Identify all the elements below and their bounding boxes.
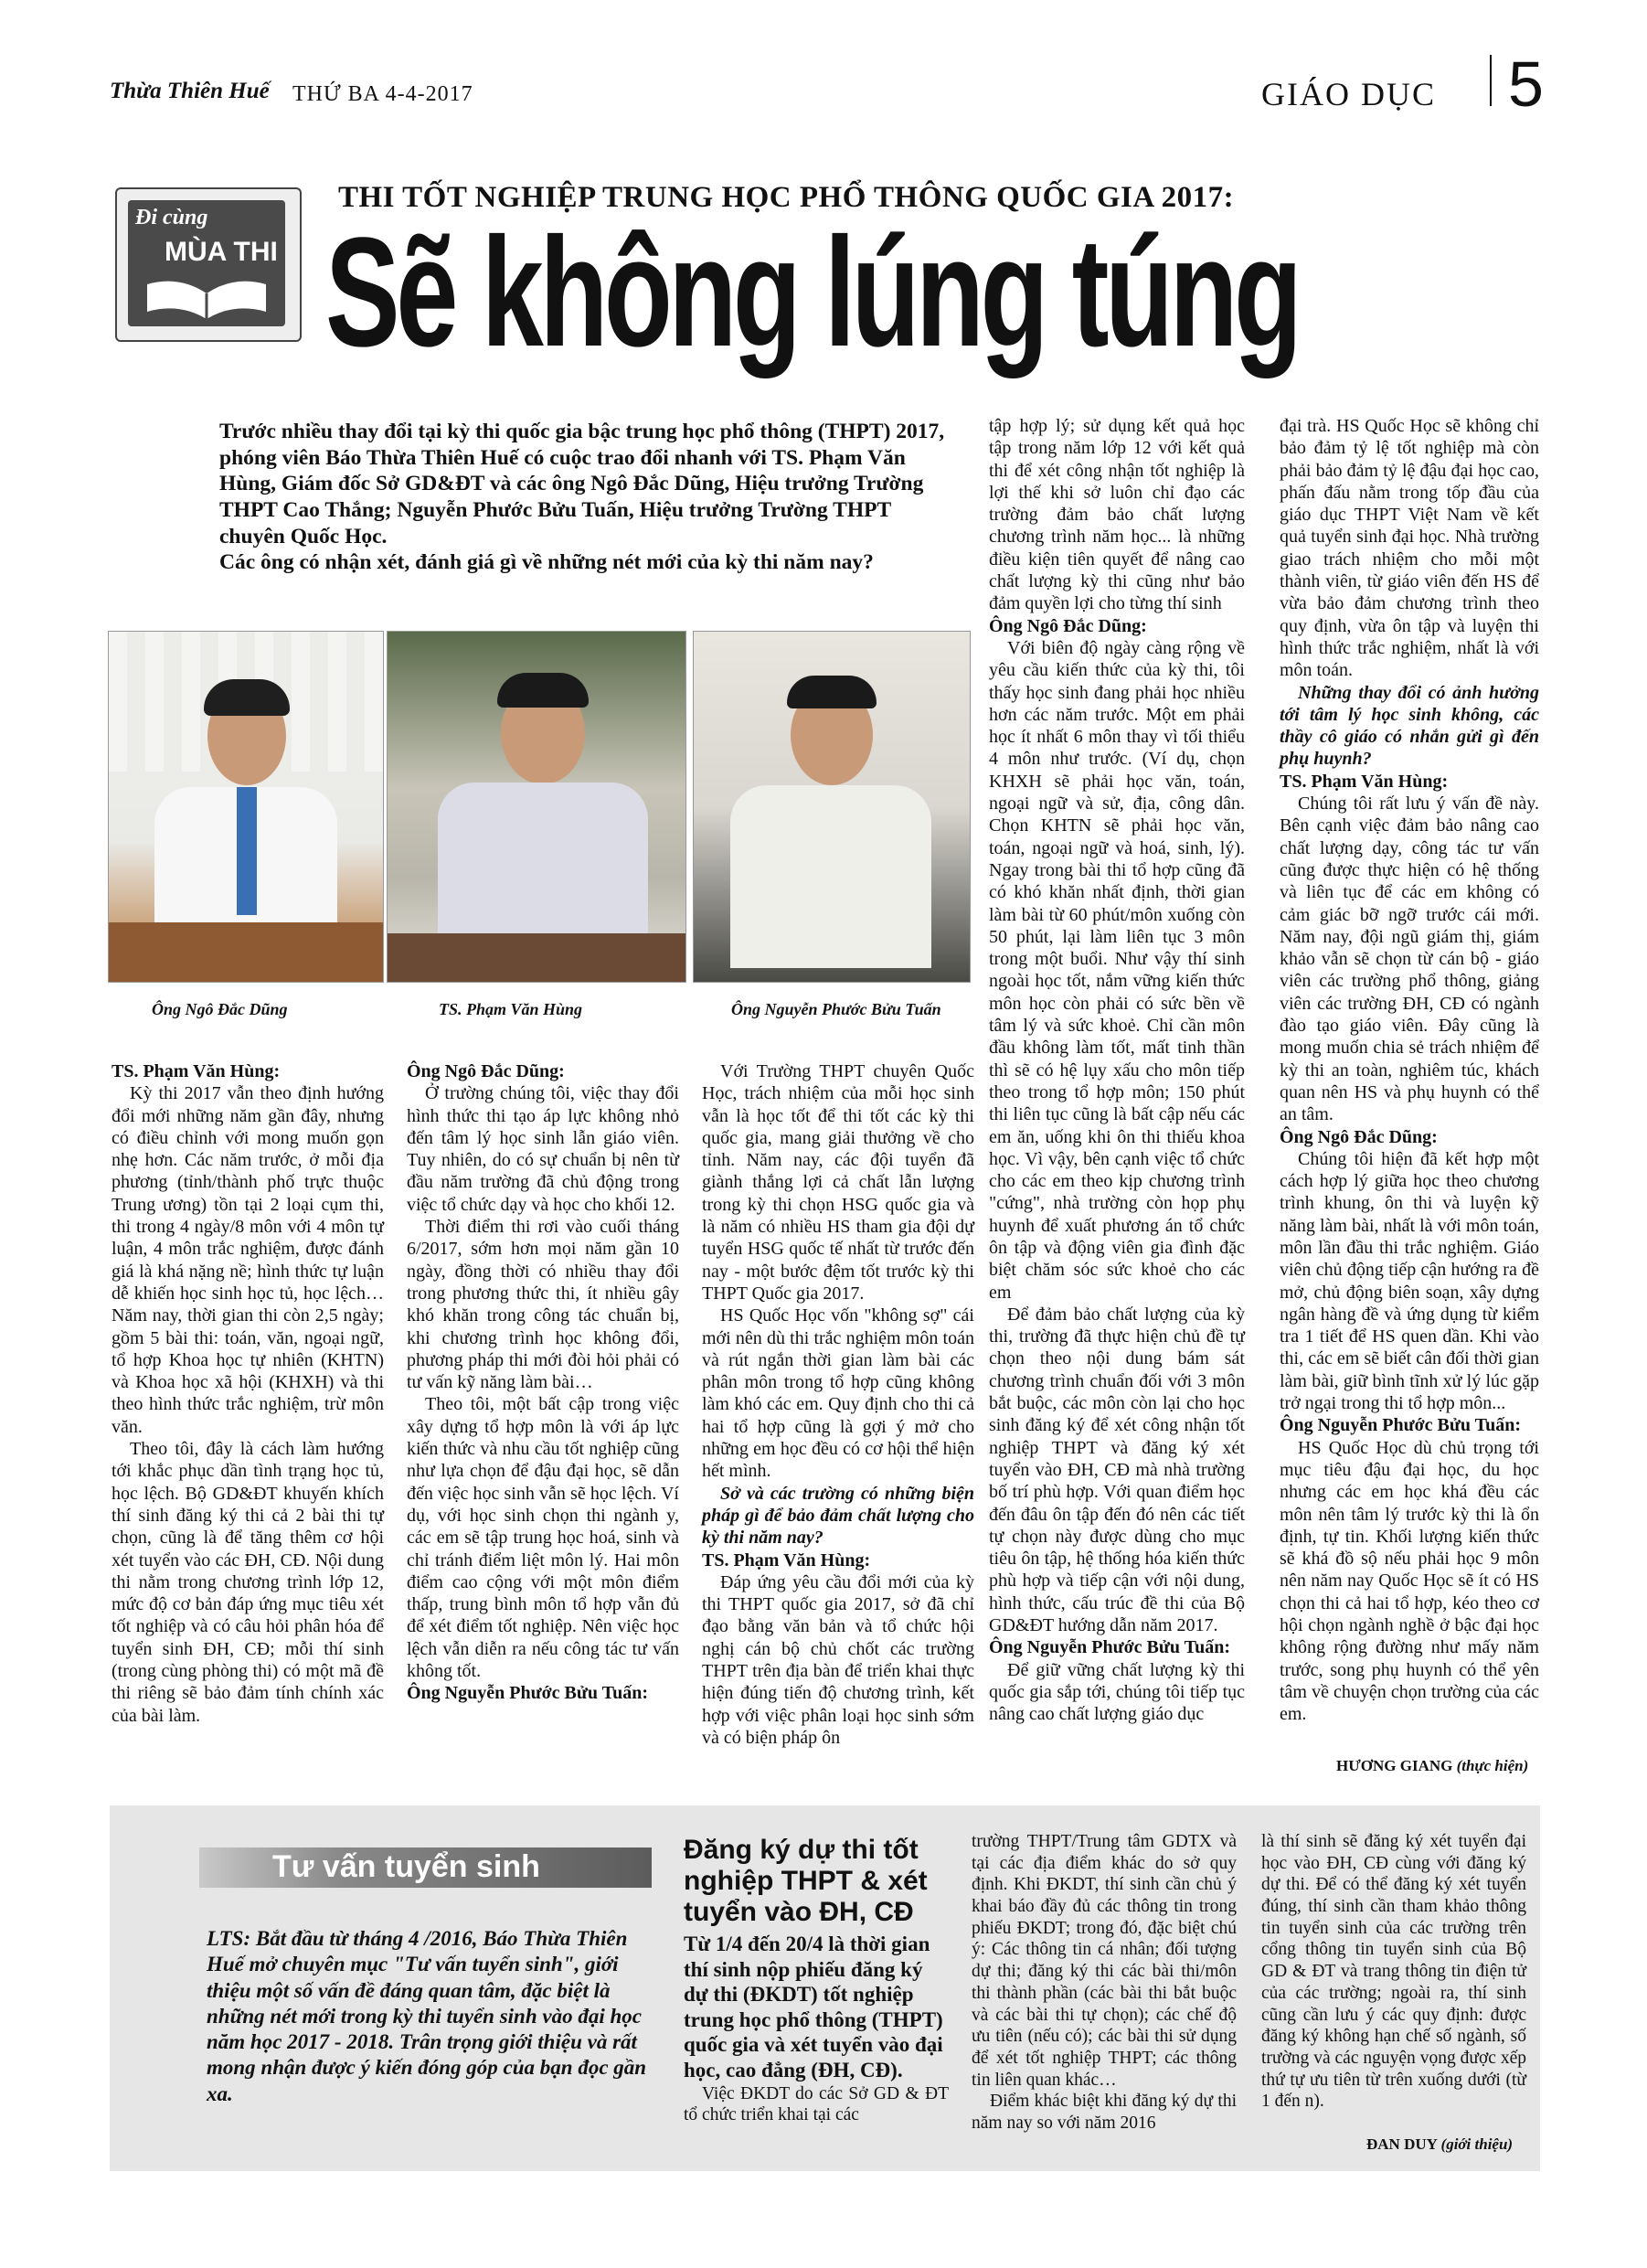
speaker-label: Ông Ngô Đắc Dũng: bbox=[407, 1061, 565, 1081]
page-number: 5 bbox=[1508, 48, 1544, 120]
column-logo bbox=[115, 187, 302, 342]
article-author: HƯƠNG GIANG bbox=[1336, 1757, 1453, 1774]
issue-date: THỨ BA 4-4-2017 bbox=[292, 82, 473, 106]
advice-section-header bbox=[199, 1847, 652, 1888]
lead-question: Các ông có nhận xét, đánh giá gì về những nét mới của kỳ thi năm nay? bbox=[219, 550, 874, 575]
speaker-label: Ông Nguyễn Phước Bửu Tuấn: bbox=[989, 1637, 1231, 1658]
photo-ngo-dac-dung bbox=[108, 631, 384, 983]
article-column-2 bbox=[407, 1060, 679, 1705]
article-headline: Sẽ không lúng túng bbox=[325, 206, 1299, 379]
advice-column-2 bbox=[972, 1831, 1237, 2135]
speaker-label: Ông Nguyễn Phước Bửu Tuấn: bbox=[407, 1683, 649, 1704]
speaker-label: TS. Phạm Văn Hùng: bbox=[112, 1061, 281, 1081]
advice-article-title: Đăng ký dự thi tốt nghiệp THPT & xét tuyển vào ĐH, CĐ bbox=[684, 1835, 928, 1928]
continued-paragraph: trường THPT/Trung tâm GDTX và tại các địa điểm khác do sở quy định. Khi ĐKDT, thí sinh cần chủ ý khai báo đầy đủ các thông tin trong phiếu ĐKDT; trong đó, đặc biệt chú ý: Các thông tin cá nhân; đối tượng dự thi; đăng ký thi các bài thi/môn thi thành phần (các bài thi bắt buộc và các bài thi tự chọn); các chế độ ưu tiên (nếu có); các bài thi sử dụng để xét tốt nghiệp THPT; các thông tin liên quan khác… bbox=[972, 1832, 1237, 2090]
photo-nguyen-phuoc-buu-tuan bbox=[693, 631, 971, 983]
open-book-icon bbox=[143, 275, 271, 321]
advice-signature bbox=[1366, 2135, 1513, 2154]
article-column-4 bbox=[989, 415, 1245, 1726]
continued-paragraph: đại trà. HS Quốc Học sẽ không chỉ bảo đảm tỷ lệ tốt nghiệp mà còn phải bảo đảm tỷ lệ đậu đại học cao, phấn đấu nằm trong tốp đầu của giáo dục THPT Việt Nam về kết quả tuyển sinh đại học. Nhà trường giao trách nhiệm cho mỗi một thành viên, từ giáo viên đến HS để vừa bảo đảm chương trình theo quy định, vừa ôn tập và luyện thi hình thức trắc nghiệm, nhất là với môn toán. bbox=[1280, 416, 1539, 681]
body-paragraph: Theo tôi, đây là cách làm hướng tới khắc phục dần tình trạng học tủ, học lệch. Bộ GD&ĐT khuyến khích thí sinh đăng ký thi cả 2 bài thi tự chọn, cũng là để tăng thêm cơ hội xét tuyển vào các ĐH, CĐ. Nội dung thi nằm trong chương trình lớp 12, mức độ cơ bản đáp ứng mục tiêu xét tốt nghiệp và có câu hỏi phân hóa để tuyển sinh ĐH, CĐ; mỗi thí sinh (trong cùng phòng thi) có một mã đề thi riêng sẽ bảo đảm tính chính xác của bài làm. bbox=[112, 1439, 384, 1726]
body-paragraph: Chúng tôi rất lưu ý vấn đề này. Bên cạnh việc đảm bảo nâng cao chất lượng dạy, công tác tư vấn cũng được thực hiện có hệ thống và liên tục để các em không có cảm giác bỡ ngỡ trước cái mới. Năm nay, đội ngũ giám thị, giám khảo vẫn sẽ chọn từ cán bộ - giáo viên các trường phổ thông, giảng viên các trường ĐH, CĐ có ngành đào tạo giáo viên. Đây cũng là mong muốn chia sẻ trách nhiệm để kỳ thi an toàn, nghiêm túc, khách quan nên HS và phụ huynh có thể an tâm. bbox=[1280, 793, 1539, 1125]
body-paragraph: Ở trường chúng tôi, việc thay đổi hình thức thi tạo áp lực không nhỏ đến tâm lý học sinh lẫn giáo viên. Tuy nhiên, do có sự chuẩn bị nên từ đầu năm trường đã chủ động trong việc tổ chức dạy và học cho khối 12. bbox=[407, 1083, 679, 1215]
caption-nguyen-phuoc-buu-tuan: Ông Nguyễn Phước Bửu Tuấn bbox=[731, 1000, 941, 1018]
speaker-label: Ông Ngô Đắc Dũng: bbox=[1280, 1126, 1438, 1147]
article-author-note: (thực hiện) bbox=[1456, 1757, 1529, 1774]
advice-section-title: Tư vấn tuyển sinh bbox=[272, 1849, 540, 1884]
newspaper-name: Thừa Thiên Huế bbox=[110, 79, 270, 103]
lead-paragraph: Trước nhiều thay đổi tại kỳ thi quốc gia bậc trung học phổ thông (THPT) 2017, phóng viên Báo Thừa Thiên Huế có cuộc trao đổi nhanh với TS. Phạm Văn Hùng, Giám đốc Sở GD&ĐT và các ông Ngô Đắc Dũng, Hiệu trưởng Trường THPT Cao Thắng; Nguyễn Phước Bửu Tuấn, Hiệu trưởng Trường THPT chuyên Quốc Học. bbox=[219, 420, 945, 548]
speaker-label: Ông Ngô Đắc Dũng: bbox=[989, 615, 1147, 636]
body-paragraph: Điểm khác biệt khi đăng ký dự thi năm nay so với năm 2016 bbox=[972, 2092, 1237, 2133]
editor-note: LTS: Bắt đầu từ tháng 4 /2016, Báo Thừa Thiên Huế mở chuyên mục "Tư vấn tuyển sinh", giới thiệu một số vấn đề đáng quan tâm, đặc biệt là những nét mới trong kỳ thi tuyển sinh vào đại học năm học 2017 - 2018. Trân trọng giới thiệu và rất mong nhận được ý kiến đóng góp của bạn đọc gần xa. bbox=[207, 1927, 647, 2105]
article-kicker: THI TỐT NGHIỆP TRUNG HỌC PHỔ THÔNG QUỐC GIA 2017: bbox=[338, 181, 1235, 214]
article-column-1 bbox=[112, 1060, 384, 1727]
continued-paragraph: tập hợp lý; sử dụng kết quả học tập trong năm lớp 12 với kết quả thi để xét công nhận tốt nghiệp là lợi thế khi sở luôn chỉ đạo các trường đảm bảo chất lượng chương trình năm học... là những điều kiện tiên quyết để nâng cao chất lượng kỳ thi cũng như bảo đảm quyền lợi cho từng thí sinh bbox=[989, 416, 1245, 614]
body-paragraph: Thời điểm thi rơi vào cuối tháng 6/2017, sớm hơn mọi năm gần 10 ngày, đồng thời có nhiều thay đổi trong phương thức thi, ít nhiều gây khó khăn trong công tác chuẩn bị, khi chương trình học không đổi, phương pháp thi mới đòi hỏi phải có tư vấn kỹ năng làm bài… bbox=[407, 1217, 679, 1393]
article-column-3 bbox=[702, 1060, 974, 1749]
body-paragraph: Kỳ thi 2017 vẫn theo định hướng đổi mới những năm gần đây, nhưng có điều chỉnh với mong muốn gọn nhẹ hơn. Các năm trước, ở mỗi địa phương (tỉnh/thành phố trực thuộc Trung ương) tồn tại 2 loại cụm thi, thi trong 4 ngày/8 môn với 4 môn tự luận, 4 môn trắc nghiệm, được đánh giá là khá nặng nề; hình thức tự luận dễ khiến học sinh học tủ, học lệch… Năm nay, thời gian thi còn 2,5 ngày; gồm 5 bài thi: toán, văn, ngoại ngữ, tổ hợp Khoa học tự nhiên (KHTN) và Khoa học xã hội (KHXH) và thi theo hình thức trắc nghiệm, trừ môn văn. bbox=[112, 1083, 384, 1437]
logo-line-2: MÙA THI bbox=[165, 237, 278, 267]
advice-author: ĐAN DUY bbox=[1366, 2135, 1438, 2153]
body-paragraph: Theo tôi, một bất cập trong việc xây dựng tổ hợp môn là với áp lực kiến thức và nhu cầu tốt nghiệp cũng như lựa chọn để đậu đại học, sẽ dẫn đến việc học sinh vẫn sẽ học lệch. Ví dụ, với học sinh chọn thi ngành y, các em sẽ tập trung học hoá, sinh và chỉ tránh điểm liệt môn lý. Hai môn điểm cao cộng với một môn điểm thấp, trung bình môn tổ hợp vẫn đủ để xét điểm tốt nghiệp. Nên việc học lệch vẫn diễn ra nếu công tác tư vấn không tốt. bbox=[407, 1394, 679, 1682]
speaker-label: TS. Phạm Văn Hùng: bbox=[1280, 771, 1449, 792]
body-paragraph: Để đảm bảo chất lượng của kỳ thi, trường đã thực hiện chủ đề tự chọn theo nội dung bám sát chương trình chuẩn đối với 3 môn bắt buộc, các môn còn lại cho học sinh đăng ký để xét công nhận tốt nghiệp THPT và đăng ký xét tuyển vào ĐH, CĐ mà nhà trường bố trí phù hợp. Với quan điểm học đến đâu ôn tập đến đó nên các tiết tự chọn này được dùng cho mục tiêu ôn tập, hệ thống hóa kiến thức phù hợp và tiếp cận với nội dung, hình thức, cấu trúc đề thi của Bộ GD&ĐT hướng dẫn năm 2017. bbox=[989, 1304, 1245, 1636]
logo-line-1: Đi cùng bbox=[135, 206, 208, 229]
body-paragraph: Đáp ứng yêu cầu đổi mới của kỳ thi THPT quốc gia 2017, sở đã chỉ đạo bằng văn bản và tổ chức hội nghị cán bộ chủ chốt các trường THPT trên địa bàn để triển khai thực hiện đúng tiến độ chương trình, kết hợp với việc phân loại học sinh sớm và có biện pháp ôn bbox=[702, 1571, 974, 1748]
body-paragraph: HS Quốc Học vốn "không sợ" cái mới nên dù thi trắc nghiệm môn toán và rút ngắn thời gian làm bài các phân môn trong tổ hợp cũng không làm khó các em. Quy định cho thi cả hai tổ hợp cũng là gợi ý mở cho những em học đều có cơ hội thể hiện hết mình. bbox=[702, 1305, 974, 1482]
caption-pham-van-hung: TS. Phạm Văn Hùng bbox=[439, 1000, 583, 1018]
article-lead bbox=[219, 419, 960, 576]
article-signature bbox=[1336, 1757, 1528, 1775]
interview-question: Sở và các trường có những biện pháp gì để bảo đảm chất lượng cho kỳ thi năm nay? bbox=[702, 1483, 974, 1549]
header-divider bbox=[1490, 55, 1492, 106]
article-column-5 bbox=[1280, 415, 1539, 1726]
advice-column-3 bbox=[1261, 1831, 1526, 2113]
speaker-label: Ông Nguyễn Phước Bửu Tuấn: bbox=[1280, 1415, 1522, 1436]
advice-lead-tail: Việc ĐKDT do các Sở GD & ĐT tổ chức triển khai tại các bbox=[684, 2083, 949, 2125]
body-paragraph: Để giữ vững chất lượng kỳ thi quốc gia sắp tới, chúng tôi tiếp tục nâng cao chất lượng giáo dục bbox=[989, 1659, 1245, 1725]
interview-question: Những thay đổi có ảnh hưởng tới tâm lý học sinh không, các thầy cô giáo có nhắn gửi gì đến phụ huynh? bbox=[1280, 682, 1539, 770]
body-paragraph: Với Trường THPT chuyên Quốc Học, trách nhiệm của mỗi học sinh vẫn là học tốt để thi tốt các kỳ thi quốc gia, mang giải thưởng về cho tỉnh. Năm nay, các đội tuyển đã giành thắng lợi cả chất lẫn lượng trong kỳ thi chọn HSG quốc gia và là năm có nhiều HS tham gia đội dự tuyển HSG quốc tế nhất từ trước đến nay - một bước đệm tốt trước kỳ thi THPT Quốc gia 2017. bbox=[702, 1061, 974, 1304]
photo-pham-van-hung bbox=[387, 631, 686, 983]
caption-ngo-dac-dung: Ông Ngô Đắc Dũng bbox=[152, 1000, 288, 1018]
speaker-label: TS. Phạm Văn Hùng: bbox=[702, 1549, 871, 1571]
continued-paragraph: là thí sinh sẽ đăng ký xét tuyển đại học vào ĐH, CĐ cùng với đăng ký dự thi. Để có thể đăng ký xét tuyển đúng, thí sinh cần tham khảo thông tin tuyển sinh của các trường trên cổng thông tin tuyển sinh của Bộ GD & ĐT và trang thông tin điện tử của các trường; ngoài ra, thí sinh cũng cần lưu ý các quy định: được đăng ký không hạn chế số ngành, số trường và các nguyện vọng được xếp thứ tự ưu tiên từ trên xuống dưới (từ 1 đến n). bbox=[1261, 1832, 1526, 2112]
advice-author-note: (giới thiệu) bbox=[1440, 2135, 1514, 2153]
body-paragraph: Chúng tôi hiện đã kết hợp một cách hợp lý giữa học theo chương trình khung, ôn thi và luyện kỹ năng làm bài, nhất là với môn toán, môn lần đầu thi trắc nghiệm. Giáo viên chủ động tiếp cận hướng ra đề mở, chủ động biên soạn, xây dựng ngân hàng đề và ứng dụng từ kiểm tra 1 tiết để HS quen dần. Khi vào thi, các em sẽ biết cân đối thời gian làm bài, giữ bình tĩnh xử lý lúc gặp trở ngại trong thi tổ hợp môn... bbox=[1280, 1148, 1539, 1414]
advice-article-lead bbox=[684, 1932, 949, 2126]
section-name: GIÁO DỤC bbox=[1261, 76, 1436, 112]
body-paragraph: HS Quốc Học dù chủ trọng tới mục tiêu đậu đại học, du học nhưng các em học khá đều các môn nên tâm lý trước kỳ thi là ổn định, tự tin. Khối lượng kiến thức sẽ khá đồ sộ nếu phải học 9 môn nên năm nay Quốc Học sẽ ít có HS chọn thi cả hai tổ hợp, kéo theo cơ hội chọn ngành nghề ở bậc đại học không rộng đường như mấy năm trước, song phụ huynh có thể yên tâm về chuyện chọn trường của các em. bbox=[1280, 1437, 1539, 1725]
body-paragraph: Với biên độ ngày càng rộng về yêu cầu kiến thức của kỳ thi, tôi thấy học sinh đang phải học nhiều hơn các năm trước. Một em phải học ít nhất 6 môn thay vì tối thiểu 4 môn như trước. (Ví dụ, chọn KHXH sẽ phải học văn, toán, ngoại ngữ và sử, địa, công dân. Chọn KHTN sẽ phải học văn, toán, ngoại ngữ và hoá, sinh, lý). Ngay trong bài thi tổ hợp cũng đã có khó khăn nhất định, thời gian làm bài từ 60 phút/môn xuống còn 50 phút, lại làm liên tục 3 môn trong một buổi. Như vậy thí sinh ngoài học tốt, nắm vững kiến thức môn học còn phải có sức bền về tâm lý và sức khoẻ. Chỉ cần môn đầu không làm tốt, mất tinh thần thì sẽ có hệ lụy xấu cho môn tiếp theo trong tổ hợp môn; 150 phút thi liên tục cũng là bất cập nếu các em ăn, uống khi ôn thi thiếu khoa học. Vì vậy, bên cạnh việc tổ chức cho các em theo kịp chương trình "cứng", nhà trường còn họp phụ huynh để xuất phương án tổ chức ôn tập và động viên gia đình đặc biệt chăm sóc sức khoẻ cho các em bbox=[989, 637, 1245, 1303]
advice-lead-text: Từ 1/4 đến 20/4 là thời gian thí sinh nộp phiếu đăng ký dự thi (ĐKDT) tốt nghiệp trung học phổ thông (THPT) quốc gia và xét tuyển vào đại học, cao đẳng (ĐH, CĐ). bbox=[684, 1933, 943, 2082]
